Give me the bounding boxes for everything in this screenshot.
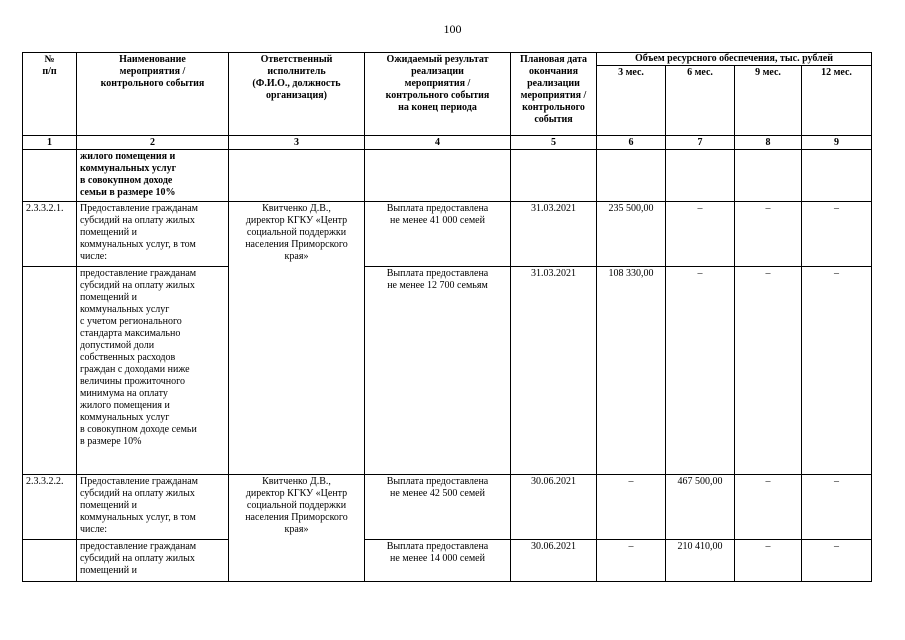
- row-result: Выплата предоставлена не менее 14 000 семей: [365, 540, 511, 582]
- row-month-6: –: [666, 267, 735, 475]
- table-row: [23, 150, 872, 202]
- table-row: [23, 267, 872, 475]
- column-number: 6: [597, 136, 666, 150]
- page-number: 100: [443, 22, 462, 36]
- row-month-6: 210 410,00: [666, 540, 735, 582]
- column-number: 7: [666, 136, 735, 150]
- activities-table: [22, 52, 872, 582]
- header-row: [23, 53, 872, 66]
- row-executor: [229, 150, 365, 202]
- row-month-12: –: [802, 475, 872, 540]
- row-name: Предоставление гражданам субсидий на оплату жилых помещений и коммунальных услуг, в том числе:: [77, 475, 229, 540]
- row-result: Выплата предоставлена не менее 42 500 семей: [365, 475, 511, 540]
- row-month-3: –: [597, 540, 666, 582]
- header-month-9: 9 мес.: [735, 66, 802, 136]
- row-number: [23, 540, 77, 582]
- row-name: предоставление гражданам субсидий на оплату жилых помещений и коммунальных услуг с учетом регионального стандарта максимально допустимой доли собственных расходов граждан с доходами ниже величины прожиточного минимума на оплату жилого помещения и коммунальных услуг в совокупном доходе семьи в размере 10%: [77, 267, 229, 475]
- row-result: Выплата предоставлена не менее 12 700 семьям: [365, 267, 511, 475]
- row-executor: Квитченко Д.В., директор КГКУ «Центр социальной поддержки населения Приморского края»: [229, 475, 365, 582]
- column-number: 3: [229, 136, 365, 150]
- row-month-9: –: [735, 475, 802, 540]
- row-month-9: –: [735, 540, 802, 582]
- header-resources: Объем ресурсного обеспечения, тыс. рублей: [597, 53, 872, 66]
- row-result: [365, 150, 511, 202]
- header-num: № п/п: [23, 53, 77, 136]
- row-month-3: 235 500,00: [597, 202, 666, 267]
- row-month-9: –: [735, 202, 802, 267]
- column-number: 8: [735, 136, 802, 150]
- column-number: 1: [23, 136, 77, 150]
- column-number-row: [23, 136, 872, 150]
- row-month-12: –: [802, 267, 872, 475]
- row-number: 2.3.3.2.1.: [23, 202, 77, 267]
- row-month-9: –: [735, 267, 802, 475]
- row-date: 30.06.2021: [511, 475, 597, 540]
- row-month-3: 108 330,00: [597, 267, 666, 475]
- row-month-6: –: [666, 202, 735, 267]
- row-name: предоставление гражданам субсидий на оплату жилых помещений и: [77, 540, 229, 582]
- column-number: 9: [802, 136, 872, 150]
- row-month-3: [597, 150, 666, 202]
- column-number: 5: [511, 136, 597, 150]
- row-date: 30.06.2021: [511, 540, 597, 582]
- header-executor: Ответственный исполнитель (Ф.И.О., должность организация): [229, 53, 365, 136]
- row-date: 31.03.2021: [511, 202, 597, 267]
- table-row: [23, 202, 872, 267]
- row-date: [511, 150, 597, 202]
- row-executor: Квитченко Д.В., директор КГКУ «Центр социальной поддержки населения Приморского края»: [229, 202, 365, 475]
- row-name: Предоставление гражданам субсидий на оплату жилых помещений и коммунальных услуг, в том числе:: [77, 202, 229, 267]
- row-name: жилого помещения и коммунальных услуг в совокупном доходе семьи в размере 10%: [77, 150, 229, 202]
- row-number: [23, 267, 77, 475]
- header-month-3: 3 мес.: [597, 66, 666, 136]
- row-result: Выплата предоставлена не менее 41 000 семей: [365, 202, 511, 267]
- row-month-12: [802, 150, 872, 202]
- column-number: 4: [365, 136, 511, 150]
- header-month-6: 6 мес.: [666, 66, 735, 136]
- row-month-9: [735, 150, 802, 202]
- row-month-12: –: [802, 202, 872, 267]
- header-date: Плановая дата окончания реализации мероприятия / контрольного события: [511, 53, 597, 136]
- header-name: Наименование мероприятия / контрольного события: [77, 53, 229, 136]
- table-row: [23, 475, 872, 540]
- column-number: 2: [77, 136, 229, 150]
- header-result: Ожидаемый результат реализации мероприятия / контрольного события на конец периода: [365, 53, 511, 136]
- row-month-6: 467 500,00: [666, 475, 735, 540]
- row-month-12: –: [802, 540, 872, 582]
- table-row: [23, 540, 872, 582]
- row-month-3: –: [597, 475, 666, 540]
- header-month-12: 12 мес.: [802, 66, 872, 136]
- row-month-6: [666, 150, 735, 202]
- row-number: [23, 150, 77, 202]
- row-date: 31.03.2021: [511, 267, 597, 475]
- row-number: 2.3.3.2.2.: [23, 475, 77, 540]
